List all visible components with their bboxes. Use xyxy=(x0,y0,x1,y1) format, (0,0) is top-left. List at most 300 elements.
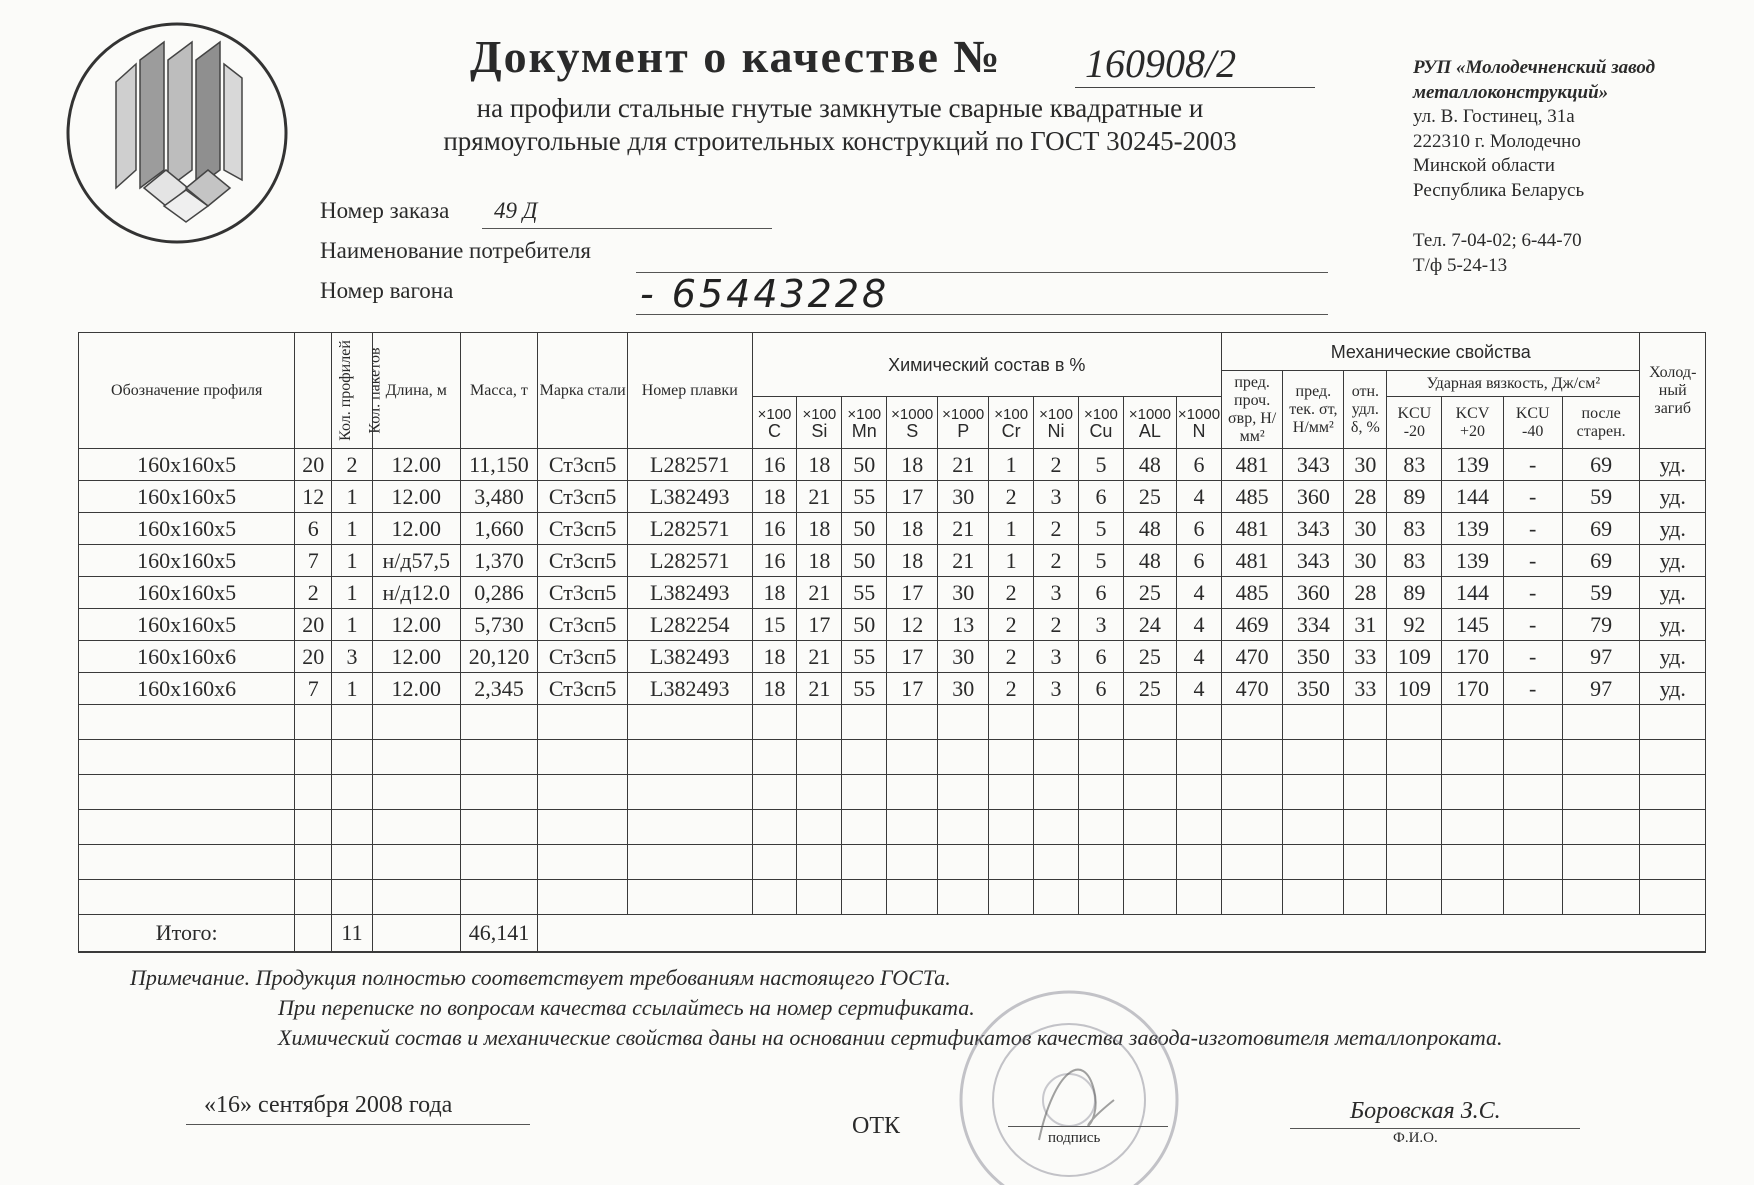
table-cell: Ст3сп5 xyxy=(538,449,628,481)
table-cell: 1 xyxy=(332,513,373,545)
table-cell: 55 xyxy=(842,641,887,673)
empty-cell xyxy=(1283,880,1344,915)
table-cell: 160x160x5 xyxy=(79,577,295,609)
empty-cell xyxy=(460,705,538,740)
empty-cell xyxy=(1034,775,1079,810)
table-cell: 55 xyxy=(842,673,887,705)
total-mass: 46,141 xyxy=(460,915,538,953)
empty-cell xyxy=(887,810,938,845)
empty-cell xyxy=(1442,775,1503,810)
empty-cell xyxy=(1344,775,1387,810)
table-cell: 18 xyxy=(752,673,797,705)
empty-cell xyxy=(460,880,538,915)
table-cell: 481 xyxy=(1222,513,1283,545)
table-cell: 50 xyxy=(842,513,887,545)
empty-cell xyxy=(1283,705,1344,740)
table-cell: 12.00 xyxy=(372,609,460,641)
table-cell: 21 xyxy=(797,577,842,609)
table-cell: 6 xyxy=(1079,673,1124,705)
empty-cell xyxy=(79,775,295,810)
empty-cell xyxy=(79,880,295,915)
table-cell: н/д57,5 xyxy=(372,545,460,577)
empty-cell xyxy=(1503,775,1562,810)
empty-cell xyxy=(538,810,628,845)
empty-cell xyxy=(1079,810,1124,845)
table-cell: 21 xyxy=(797,481,842,513)
empty-cell xyxy=(538,705,628,740)
empty-cell xyxy=(332,845,373,880)
table-cell: 59 xyxy=(1562,577,1640,609)
empty-cell xyxy=(1503,810,1562,845)
wagon-number: - 65443228 xyxy=(640,272,890,316)
total-label: Итого: xyxy=(79,915,295,953)
col-header-chem-si: ×100 Si xyxy=(797,397,842,449)
table-cell: 6 xyxy=(1079,577,1124,609)
table-cell: L282571 xyxy=(628,513,753,545)
empty-cell xyxy=(1079,740,1124,775)
empty-cell xyxy=(1503,880,1562,915)
empty-cell xyxy=(938,740,989,775)
empty-cell xyxy=(842,740,887,775)
col-header-chem-cu: ×100 Cu xyxy=(1079,397,1124,449)
empty-cell xyxy=(1387,775,1442,810)
table-cell: 4 xyxy=(1176,609,1221,641)
empty-cell xyxy=(1123,705,1176,740)
table-cell: 350 xyxy=(1283,673,1344,705)
table-cell: 12.00 xyxy=(372,481,460,513)
empty-cell xyxy=(1387,705,1442,740)
table-cell: 83 xyxy=(1387,449,1442,481)
empty-cell xyxy=(938,880,989,915)
col-header-chem-mn: ×100 Mn xyxy=(842,397,887,449)
empty-cell xyxy=(372,740,460,775)
quality-table xyxy=(78,332,1706,953)
table-cell: L382493 xyxy=(628,577,753,609)
empty-cell xyxy=(1079,775,1124,810)
table-cell: 18 xyxy=(752,577,797,609)
table-cell: - xyxy=(1503,449,1562,481)
empty-cell xyxy=(938,810,989,845)
empty-cell xyxy=(1640,810,1706,845)
empty-cell xyxy=(538,775,628,810)
empty-cell xyxy=(1442,810,1503,845)
table-cell: уд. xyxy=(1640,641,1706,673)
empty-cell xyxy=(1123,740,1176,775)
table-cell: 21 xyxy=(938,449,989,481)
note-line: При переписке по вопросам качества ссылайтесь на номер сертификата. xyxy=(278,995,975,1020)
issue-date: «16» сентября 2008 года xyxy=(204,1092,453,1118)
table-cell: 145 xyxy=(1442,609,1503,641)
empty-row xyxy=(79,705,1706,740)
table-cell: н/д12.0 xyxy=(372,577,460,609)
table-cell: 109 xyxy=(1387,673,1442,705)
empty-cell xyxy=(372,810,460,845)
table-cell: Ст3сп5 xyxy=(538,609,628,641)
col-header-kcu20: KCU -20 xyxy=(1387,397,1442,449)
empty-cell xyxy=(538,880,628,915)
empty-cell xyxy=(372,845,460,880)
empty-cell xyxy=(887,880,938,915)
empty-cell xyxy=(79,705,295,740)
col-header-steel: Марка стали xyxy=(538,333,628,449)
table-cell: 21 xyxy=(938,513,989,545)
table-cell: 4 xyxy=(1176,481,1221,513)
empty-cell xyxy=(1079,705,1124,740)
table-cell: - xyxy=(1503,545,1562,577)
empty-cell xyxy=(628,880,753,915)
table-cell: 481 xyxy=(1222,545,1283,577)
table-cell: 6 xyxy=(295,513,332,545)
table-cell: Ст3сп5 xyxy=(538,481,628,513)
col-header-qty-profiles: Кол. профилей xyxy=(295,333,332,449)
empty-cell xyxy=(1344,845,1387,880)
table-cell: 33 xyxy=(1344,641,1387,673)
table-row xyxy=(79,513,1706,545)
table-cell: 17 xyxy=(887,673,938,705)
table-cell: 6 xyxy=(1079,641,1124,673)
col-header-length: Длина, м xyxy=(372,333,460,449)
empty-cell xyxy=(938,775,989,810)
table-cell: 5 xyxy=(1079,449,1124,481)
empty-cell xyxy=(628,845,753,880)
empty-cell xyxy=(797,810,842,845)
table-cell: 334 xyxy=(1283,609,1344,641)
table-cell: 1 xyxy=(332,673,373,705)
table-cell: 17 xyxy=(887,481,938,513)
table-cell: 160x160x5 xyxy=(79,481,295,513)
empty-row xyxy=(79,845,1706,880)
table-cell: L382493 xyxy=(628,673,753,705)
order-value: 49 Д xyxy=(494,198,538,223)
table-cell: 11,150 xyxy=(460,449,538,481)
empty-cell xyxy=(295,810,332,845)
table-cell: 48 xyxy=(1123,449,1176,481)
empty-cell xyxy=(842,810,887,845)
empty-cell xyxy=(1562,880,1640,915)
total-length xyxy=(372,915,460,953)
empty-cell xyxy=(797,880,842,915)
empty-cell xyxy=(1562,705,1640,740)
empty-cell xyxy=(1387,845,1442,880)
empty-cell xyxy=(538,845,628,880)
table-cell: 2 xyxy=(295,577,332,609)
empty-cell xyxy=(1640,880,1706,915)
table-cell: уд. xyxy=(1640,545,1706,577)
table-cell: 4 xyxy=(1176,673,1221,705)
empty-cell xyxy=(752,810,797,845)
empty-cell xyxy=(989,775,1034,810)
empty-cell xyxy=(1283,740,1344,775)
table-cell: 0,286 xyxy=(460,577,538,609)
table-cell: 170 xyxy=(1442,673,1503,705)
table-cell: 28 xyxy=(1344,481,1387,513)
empty-cell xyxy=(1123,775,1176,810)
table-cell: 343 xyxy=(1283,449,1344,481)
table-cell: 1 xyxy=(332,481,373,513)
table-cell: 6 xyxy=(1176,449,1221,481)
empty-cell xyxy=(842,775,887,810)
total-qty-profiles xyxy=(295,915,332,953)
empty-cell xyxy=(1034,705,1079,740)
company-name: металлоконструкций» xyxy=(1413,81,1609,103)
empty-cell xyxy=(797,705,842,740)
col-header-kcv20: KCV +20 xyxy=(1442,397,1503,449)
empty-cell xyxy=(1503,845,1562,880)
empty-cell xyxy=(842,845,887,880)
table-cell: 30 xyxy=(938,481,989,513)
table-cell: 2 xyxy=(989,481,1034,513)
table-cell: 1 xyxy=(989,545,1034,577)
table-cell: 2 xyxy=(1034,545,1079,577)
table-cell: 30 xyxy=(938,673,989,705)
empty-cell xyxy=(1387,740,1442,775)
mech-group-header: Механические свойства xyxy=(1222,333,1640,371)
table-cell: L382493 xyxy=(628,481,753,513)
table-cell: 3 xyxy=(1034,641,1079,673)
empty-cell xyxy=(1034,880,1079,915)
table-cell: 1 xyxy=(989,449,1034,481)
empty-cell xyxy=(295,845,332,880)
empty-cell xyxy=(887,705,938,740)
table-cell: 89 xyxy=(1387,481,1442,513)
table-cell: 30 xyxy=(1344,513,1387,545)
empty-cell xyxy=(797,845,842,880)
empty-cell xyxy=(842,880,887,915)
empty-cell xyxy=(752,880,797,915)
table-cell: 20 xyxy=(295,449,332,481)
table-cell: 5 xyxy=(1079,545,1124,577)
table-cell: 48 xyxy=(1123,545,1176,577)
empty-cell xyxy=(1222,740,1283,775)
table-cell: 485 xyxy=(1222,577,1283,609)
table-cell: 15 xyxy=(752,609,797,641)
table-cell: 12.00 xyxy=(372,673,460,705)
empty-cell xyxy=(1283,845,1344,880)
table-cell: 31 xyxy=(1344,609,1387,641)
empty-cell xyxy=(1222,705,1283,740)
order-label: Номер заказа xyxy=(320,198,450,223)
empty-cell xyxy=(1503,740,1562,775)
empty-cell xyxy=(372,775,460,810)
table-cell: 2 xyxy=(332,449,373,481)
table-cell: 470 xyxy=(1222,641,1283,673)
empty-cell xyxy=(1442,845,1503,880)
table-cell: 18 xyxy=(887,545,938,577)
table-cell: L282571 xyxy=(628,449,753,481)
note-line: Химический состав и механические свойства даны на основании сертификатов качества завода-изготовителя металлопроката. xyxy=(278,1025,1503,1050)
company-address: Минской области xyxy=(1413,155,1555,176)
table-cell: 6 xyxy=(1079,481,1124,513)
empty-cell xyxy=(460,775,538,810)
table-cell: 92 xyxy=(1387,609,1442,641)
table-cell: 5,730 xyxy=(460,609,538,641)
empty-cell xyxy=(752,705,797,740)
table-cell: 16 xyxy=(752,513,797,545)
empty-cell xyxy=(79,845,295,880)
table-cell: 2 xyxy=(1034,513,1079,545)
table-cell: 469 xyxy=(1222,609,1283,641)
empty-cell xyxy=(538,740,628,775)
table-cell: Ст3сп5 xyxy=(538,577,628,609)
subtitle-line: на профили стальные гнутые замкнутые сварные квадратные и xyxy=(476,93,1204,123)
table-cell: 170 xyxy=(1442,641,1503,673)
empty-cell xyxy=(79,740,295,775)
empty-row xyxy=(79,775,1706,810)
company-address: Республика Беларусь xyxy=(1413,179,1585,201)
table-row xyxy=(79,545,1706,577)
table-cell: 89 xyxy=(1387,577,1442,609)
table-row xyxy=(79,673,1706,705)
table-cell: 343 xyxy=(1283,545,1344,577)
empty-cell xyxy=(628,705,753,740)
table-cell: 5 xyxy=(1079,513,1124,545)
empty-cell xyxy=(295,880,332,915)
col-header-qty-packs: Кол. пакетов xyxy=(332,333,373,449)
empty-cell xyxy=(460,740,538,775)
table-cell: 20,120 xyxy=(460,641,538,673)
empty-cell xyxy=(752,740,797,775)
col-header-chem-n: ×1000 N xyxy=(1176,397,1221,449)
table-cell: 3 xyxy=(332,641,373,673)
col-header-mass: Масса, т xyxy=(460,333,538,449)
table-cell: Ст3сп5 xyxy=(538,513,628,545)
table-cell: 18 xyxy=(752,481,797,513)
table-cell: Ст3сп5 xyxy=(538,641,628,673)
col-header-chem-c: ×100 C xyxy=(752,397,797,449)
company-phone: Тел. 7-04-02; 6-44-70 xyxy=(1413,230,1582,251)
empty-cell xyxy=(989,810,1034,845)
subtitle-line: прямоугольные для строительных конструкций по ГОСТ 30245-2003 xyxy=(443,126,1237,156)
empty-cell xyxy=(989,740,1034,775)
table-cell: 55 xyxy=(842,481,887,513)
table-cell: 3 xyxy=(1034,577,1079,609)
company-name: РУП «Молодечненский завод xyxy=(1413,57,1656,78)
table-cell: 18 xyxy=(887,449,938,481)
empty-cell xyxy=(842,705,887,740)
table-cell: 2 xyxy=(989,609,1034,641)
empty-cell xyxy=(295,705,332,740)
empty-cell xyxy=(332,880,373,915)
table-cell: 470 xyxy=(1222,673,1283,705)
table-cell: 139 xyxy=(1442,449,1503,481)
empty-cell xyxy=(938,845,989,880)
table-cell: 28 xyxy=(1344,577,1387,609)
empty-cell xyxy=(1176,880,1221,915)
empty-cell xyxy=(295,740,332,775)
col-header-chem-cr: ×100 Cr xyxy=(989,397,1034,449)
empty-cell xyxy=(989,845,1034,880)
table-cell: 160x160x6 xyxy=(79,673,295,705)
table-cell: 12.00 xyxy=(372,449,460,481)
table-cell: 79 xyxy=(1562,609,1640,641)
table-cell: 18 xyxy=(797,513,842,545)
empty-cell xyxy=(1176,810,1221,845)
table-cell: 50 xyxy=(842,609,887,641)
table-cell: 97 xyxy=(1562,673,1640,705)
table-cell: 144 xyxy=(1442,481,1503,513)
table-cell: 18 xyxy=(887,513,938,545)
empty-cell xyxy=(887,845,938,880)
empty-cell xyxy=(1344,705,1387,740)
table-cell: 25 xyxy=(1123,641,1176,673)
table-cell: уд. xyxy=(1640,449,1706,481)
table-cell: 21 xyxy=(797,673,842,705)
empty-cell xyxy=(1222,880,1283,915)
table-cell: L282571 xyxy=(628,545,753,577)
table-cell: 2 xyxy=(1034,609,1079,641)
empty-row xyxy=(79,740,1706,775)
table-cell: 33 xyxy=(1344,673,1387,705)
table-cell: 2 xyxy=(989,577,1034,609)
table-cell: 69 xyxy=(1562,513,1640,545)
empty-cell xyxy=(628,775,753,810)
table-cell: - xyxy=(1503,609,1562,641)
col-header-profile: Обозначение профиля xyxy=(79,333,295,449)
table-cell: 69 xyxy=(1562,545,1640,577)
table-cell: 30 xyxy=(1344,449,1387,481)
table-cell: 2,345 xyxy=(460,673,538,705)
table-cell: 83 xyxy=(1387,545,1442,577)
table-row xyxy=(79,577,1706,609)
empty-cell xyxy=(372,880,460,915)
empty-cell xyxy=(1123,880,1176,915)
table-cell: 20 xyxy=(295,609,332,641)
table-cell: 360 xyxy=(1283,577,1344,609)
total-row xyxy=(79,915,1706,953)
col-header-after-aging: после старен. xyxy=(1562,397,1640,449)
empty-cell xyxy=(1562,845,1640,880)
empty-cell xyxy=(1079,880,1124,915)
table-cell: 20 xyxy=(295,641,332,673)
table-cell: 160x160x5 xyxy=(79,609,295,641)
table-cell: уд. xyxy=(1640,673,1706,705)
table-cell: 12 xyxy=(295,481,332,513)
empty-cell xyxy=(989,705,1034,740)
col-header-yield: пред. тек. σт, Н/мм² xyxy=(1283,371,1344,449)
empty-cell xyxy=(797,775,842,810)
table-cell: 69 xyxy=(1562,449,1640,481)
table-cell: 55 xyxy=(842,577,887,609)
table-cell: 3 xyxy=(1079,609,1124,641)
empty-row xyxy=(79,880,1706,915)
empty-cell xyxy=(1640,705,1706,740)
table-cell: 24 xyxy=(1123,609,1176,641)
table-row xyxy=(79,481,1706,513)
company-fax: Т/ф 5-24-13 xyxy=(1413,254,1508,276)
table-cell: 1 xyxy=(332,545,373,577)
table-cell: - xyxy=(1503,673,1562,705)
table-cell: 59 xyxy=(1562,481,1640,513)
company-logo xyxy=(64,20,290,246)
empty-cell xyxy=(938,705,989,740)
empty-cell xyxy=(1442,740,1503,775)
empty-cell xyxy=(1344,880,1387,915)
table-cell: 1,660 xyxy=(460,513,538,545)
col-header-chem-s: ×1000 S xyxy=(887,397,938,449)
document-title: Документ о качестве № xyxy=(470,31,1002,82)
table-cell: 360 xyxy=(1283,481,1344,513)
empty-cell xyxy=(1283,810,1344,845)
empty-cell xyxy=(1387,880,1442,915)
empty-cell xyxy=(1034,845,1079,880)
col-header-chem-ni: ×100 Ni xyxy=(1034,397,1079,449)
col-header-chem-p: ×1000 P xyxy=(938,397,989,449)
table-cell: 7 xyxy=(295,545,332,577)
consumer-label: Наименование потребителя xyxy=(320,238,591,263)
table-cell: 144 xyxy=(1442,577,1503,609)
empty-cell xyxy=(887,740,938,775)
empty-cell xyxy=(1387,810,1442,845)
